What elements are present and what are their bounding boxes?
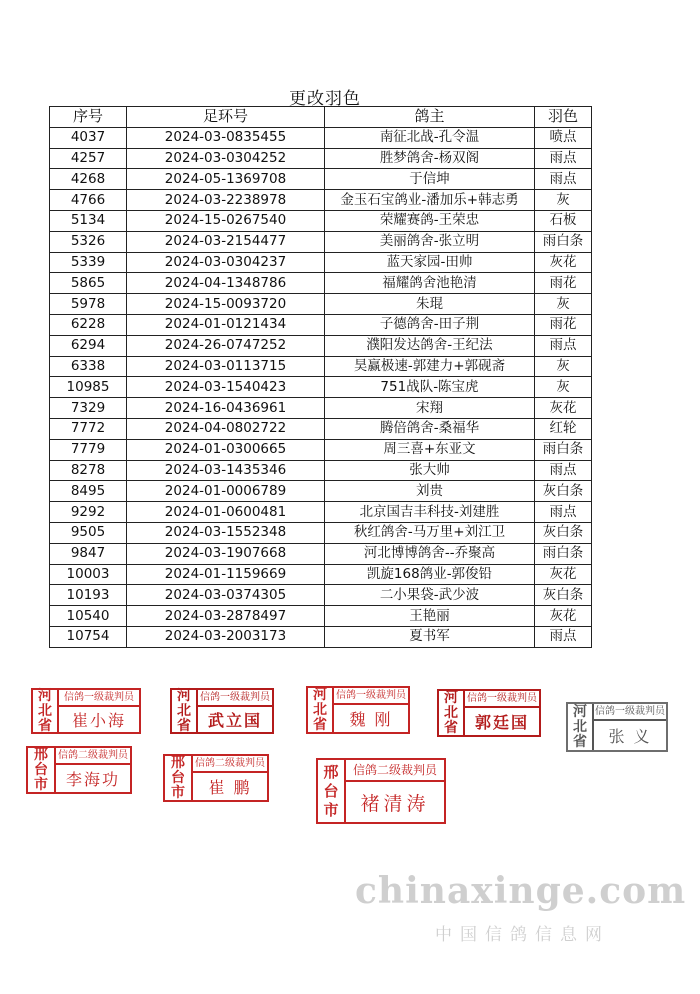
table-row	[50, 398, 592, 419]
table-row	[50, 127, 592, 148]
cell-feather-color: 灰白条	[535, 522, 592, 543]
cell-owner: 张大帅	[325, 460, 535, 481]
stamp-rank: 信鸽一级裁判员	[334, 688, 408, 705]
cell-owner: 751战队-陈宝虎	[325, 377, 535, 398]
stamp-judge-name: 郭廷国	[474, 713, 529, 732]
header-serial: 序号	[50, 107, 127, 128]
cell-owner: 二小果袋-武少波	[325, 585, 535, 606]
table-body	[50, 127, 592, 647]
cell-ring-number: 2024-03-0304237	[127, 252, 325, 273]
cell-owner: 金玉石宝鸽业-潘加乐+韩志勇	[325, 190, 535, 211]
cell-owner: 胜梦鸽舍-杨双阁	[325, 148, 535, 169]
table-row	[50, 231, 592, 252]
cell-ring-number: 2024-03-0374305	[127, 585, 325, 606]
cell-serial: 5134	[50, 210, 127, 231]
stamp-rank: 信鸽二级裁判员	[56, 748, 130, 765]
site-watermark: chinaxinge.com	[355, 870, 687, 912]
cell-ring-number: 2024-03-1540423	[127, 377, 325, 398]
stamp-rank: 信鸽一级裁判员	[198, 690, 272, 707]
cell-feather-color: 雨白条	[535, 231, 592, 252]
table-row	[50, 377, 592, 398]
cell-serial: 4037	[50, 127, 127, 148]
cell-serial: 10754	[50, 626, 127, 647]
header-owner: 鸽主	[325, 107, 535, 128]
cell-ring-number: 2024-03-0304252	[127, 148, 325, 169]
table-row	[50, 481, 592, 502]
cell-ring-number: 2024-15-0267540	[127, 210, 325, 231]
cell-feather-color: 雨点	[535, 460, 592, 481]
cell-feather-color: 石板	[535, 210, 592, 231]
judge-stamp	[31, 688, 141, 734]
stamp-province: 邢 台 市	[165, 756, 193, 800]
cell-feather-color: 灰	[535, 190, 592, 211]
cell-feather-color: 雨花	[535, 273, 592, 294]
cell-owner: 周三喜+东亚文	[325, 439, 535, 460]
cell-serial: 7779	[50, 439, 127, 460]
header-feather-color: 羽色	[535, 107, 592, 128]
cell-owner: 河北博博鸽舍--乔聚高	[325, 543, 535, 564]
table-row	[50, 564, 592, 585]
cell-serial: 6338	[50, 356, 127, 377]
cell-serial: 9505	[50, 522, 127, 543]
cell-feather-color: 灰花	[535, 252, 592, 273]
cell-serial: 5978	[50, 294, 127, 315]
table-row	[50, 522, 592, 543]
cell-feather-color: 灰	[535, 377, 592, 398]
table-row	[50, 148, 592, 169]
cell-ring-number: 2024-03-2238978	[127, 190, 325, 211]
cell-feather-color: 灰花	[535, 564, 592, 585]
cell-ring-number: 2024-03-1907668	[127, 543, 325, 564]
table-row	[50, 502, 592, 523]
table-header-row	[50, 107, 592, 128]
cell-ring-number: 2024-03-0835455	[127, 127, 325, 148]
header-ring-number: 足环号	[127, 107, 325, 128]
cell-serial: 10003	[50, 564, 127, 585]
table-row	[50, 190, 592, 211]
cell-serial: 8278	[50, 460, 127, 481]
judge-stamp	[566, 702, 668, 752]
table-row	[50, 314, 592, 335]
table-row	[50, 606, 592, 627]
cell-owner: 濮阳发达鸽舍-王纪法	[325, 335, 535, 356]
stamp-province: 河 北 省	[439, 691, 465, 735]
cell-serial: 4766	[50, 190, 127, 211]
cell-owner: 朱琨	[325, 294, 535, 315]
cell-feather-color: 雨点	[535, 502, 592, 523]
cell-owner: 凯旋168鸽业-郭俊铅	[325, 564, 535, 585]
stamp-rank: 信鸽一级裁判员	[59, 690, 139, 707]
stamp-judge-name: 李海功	[65, 770, 120, 789]
cell-owner: 美丽鸽舍-张立明	[325, 231, 535, 252]
document-title: 更改羽色	[289, 89, 361, 109]
stamp-province: 邢 台 市	[318, 760, 346, 822]
cell-serial: 4257	[50, 148, 127, 169]
stamp-province: 河 北 省	[33, 690, 59, 732]
cell-feather-color: 灰花	[535, 606, 592, 627]
cell-ring-number: 2024-01-1159669	[127, 564, 325, 585]
cell-ring-number: 2024-03-2154477	[127, 231, 325, 252]
cell-feather-color: 灰花	[535, 398, 592, 419]
cell-ring-number: 2024-15-0093720	[127, 294, 325, 315]
table-row	[50, 460, 592, 481]
feather-color-table	[49, 106, 592, 648]
cell-ring-number: 2024-01-0006789	[127, 481, 325, 502]
stamp-rank: 信鸽一级裁判员	[465, 691, 539, 708]
table-row	[50, 439, 592, 460]
cell-ring-number: 2024-05-1369708	[127, 169, 325, 190]
site-watermark-name: 中国信鸽信息网	[435, 925, 610, 945]
cell-ring-number: 2024-03-0113715	[127, 356, 325, 377]
cell-ring-number: 2024-03-1552348	[127, 522, 325, 543]
cell-serial: 9292	[50, 502, 127, 523]
cell-serial: 7772	[50, 418, 127, 439]
cell-owner: 北京国吉丰科技-刘建胜	[325, 502, 535, 523]
table-row	[50, 585, 592, 606]
stamp-province: 河 北 省	[172, 690, 198, 732]
cell-ring-number: 2024-01-0600481	[127, 502, 325, 523]
cell-ring-number: 2024-04-1348786	[127, 273, 325, 294]
cell-owner: 夏书军	[325, 626, 535, 647]
cell-owner: 蓝天家园-田帅	[325, 252, 535, 273]
cell-feather-color: 灰	[535, 356, 592, 377]
stamp-judge-name: 褚清涛	[360, 792, 430, 815]
table-row	[50, 273, 592, 294]
stamp-judge-name: 魏 刚	[349, 710, 393, 729]
cell-feather-color: 雨白条	[535, 543, 592, 564]
cell-serial: 8495	[50, 481, 127, 502]
cell-ring-number: 2024-01-0121434	[127, 314, 325, 335]
cell-ring-number: 2024-03-2878497	[127, 606, 325, 627]
cell-feather-color: 红轮	[535, 418, 592, 439]
judge-stamp	[437, 689, 541, 737]
table-row	[50, 418, 592, 439]
stamp-province: 河 北 省	[568, 704, 594, 750]
cell-feather-color: 雨点	[535, 148, 592, 169]
cell-owner: 昊赢极速-郭建力+郭砚斋	[325, 356, 535, 377]
stamp-province: 邢 台 市	[28, 748, 56, 792]
cell-serial: 7329	[50, 398, 127, 419]
cell-serial: 10540	[50, 606, 127, 627]
cell-owner: 福耀鸽舍池艳清	[325, 273, 535, 294]
cell-feather-color: 灰白条	[535, 585, 592, 606]
cell-owner: 南征北战-孔令温	[325, 127, 535, 148]
stamp-rank: 信鸽一级裁判员	[594, 704, 666, 721]
cell-ring-number: 2024-16-0436961	[127, 398, 325, 419]
cell-owner: 秋红鸽舍-马万里+刘江卫	[325, 522, 535, 543]
cell-ring-number: 2024-04-0802722	[127, 418, 325, 439]
judge-stamp	[170, 688, 274, 734]
cell-ring-number: 2024-01-0300665	[127, 439, 325, 460]
table-row	[50, 294, 592, 315]
stamp-judge-name: 武立国	[207, 711, 262, 730]
cell-owner: 腾倍鸽舍-桑福华	[325, 418, 535, 439]
cell-feather-color: 灰	[535, 294, 592, 315]
table-row	[50, 210, 592, 231]
cell-serial: 9847	[50, 543, 127, 564]
table-row	[50, 543, 592, 564]
stamp-province: 河 北 省	[308, 688, 334, 732]
cell-feather-color: 雨点	[535, 169, 592, 190]
stamp-judge-name: 崔 鹏	[208, 778, 252, 797]
cell-feather-color: 喷点	[535, 127, 592, 148]
table-row	[50, 356, 592, 377]
cell-owner: 王艳丽	[325, 606, 535, 627]
stamp-rank: 信鸽二级裁判员	[193, 756, 267, 773]
judge-stamp	[316, 758, 446, 824]
table-row	[50, 169, 592, 190]
cell-feather-color: 雨点	[535, 626, 592, 647]
cell-serial: 6294	[50, 335, 127, 356]
cell-ring-number: 2024-26-0747252	[127, 335, 325, 356]
table-row	[50, 335, 592, 356]
cell-serial: 4268	[50, 169, 127, 190]
cell-serial: 5865	[50, 273, 127, 294]
cell-owner: 子德鸽舍-田子荆	[325, 314, 535, 335]
cell-feather-color: 灰白条	[535, 481, 592, 502]
cell-feather-color: 雨点	[535, 335, 592, 356]
stamp-rank: 信鸽二级裁判员	[346, 760, 444, 782]
cell-serial: 10985	[50, 377, 127, 398]
cell-owner: 宋翔	[325, 398, 535, 419]
judge-stamp	[306, 686, 410, 734]
table-row	[50, 626, 592, 647]
cell-ring-number: 2024-03-1435346	[127, 460, 325, 481]
cell-serial: 5339	[50, 252, 127, 273]
cell-feather-color: 雨花	[535, 314, 592, 335]
cell-owner: 荣耀赛鸽-王荣忠	[325, 210, 535, 231]
cell-ring-number: 2024-03-2003173	[127, 626, 325, 647]
table-row	[50, 252, 592, 273]
judge-stamp	[26, 746, 132, 794]
cell-feather-color: 雨白条	[535, 439, 592, 460]
cell-owner: 于信坤	[325, 169, 535, 190]
stamp-judge-name: 崔小海	[71, 711, 126, 730]
cell-owner: 刘贵	[325, 481, 535, 502]
judge-stamp	[163, 754, 269, 802]
stamp-judge-name: 张 义	[608, 727, 652, 746]
cell-serial: 5326	[50, 231, 127, 252]
cell-serial: 6228	[50, 314, 127, 335]
cell-serial: 10193	[50, 585, 127, 606]
